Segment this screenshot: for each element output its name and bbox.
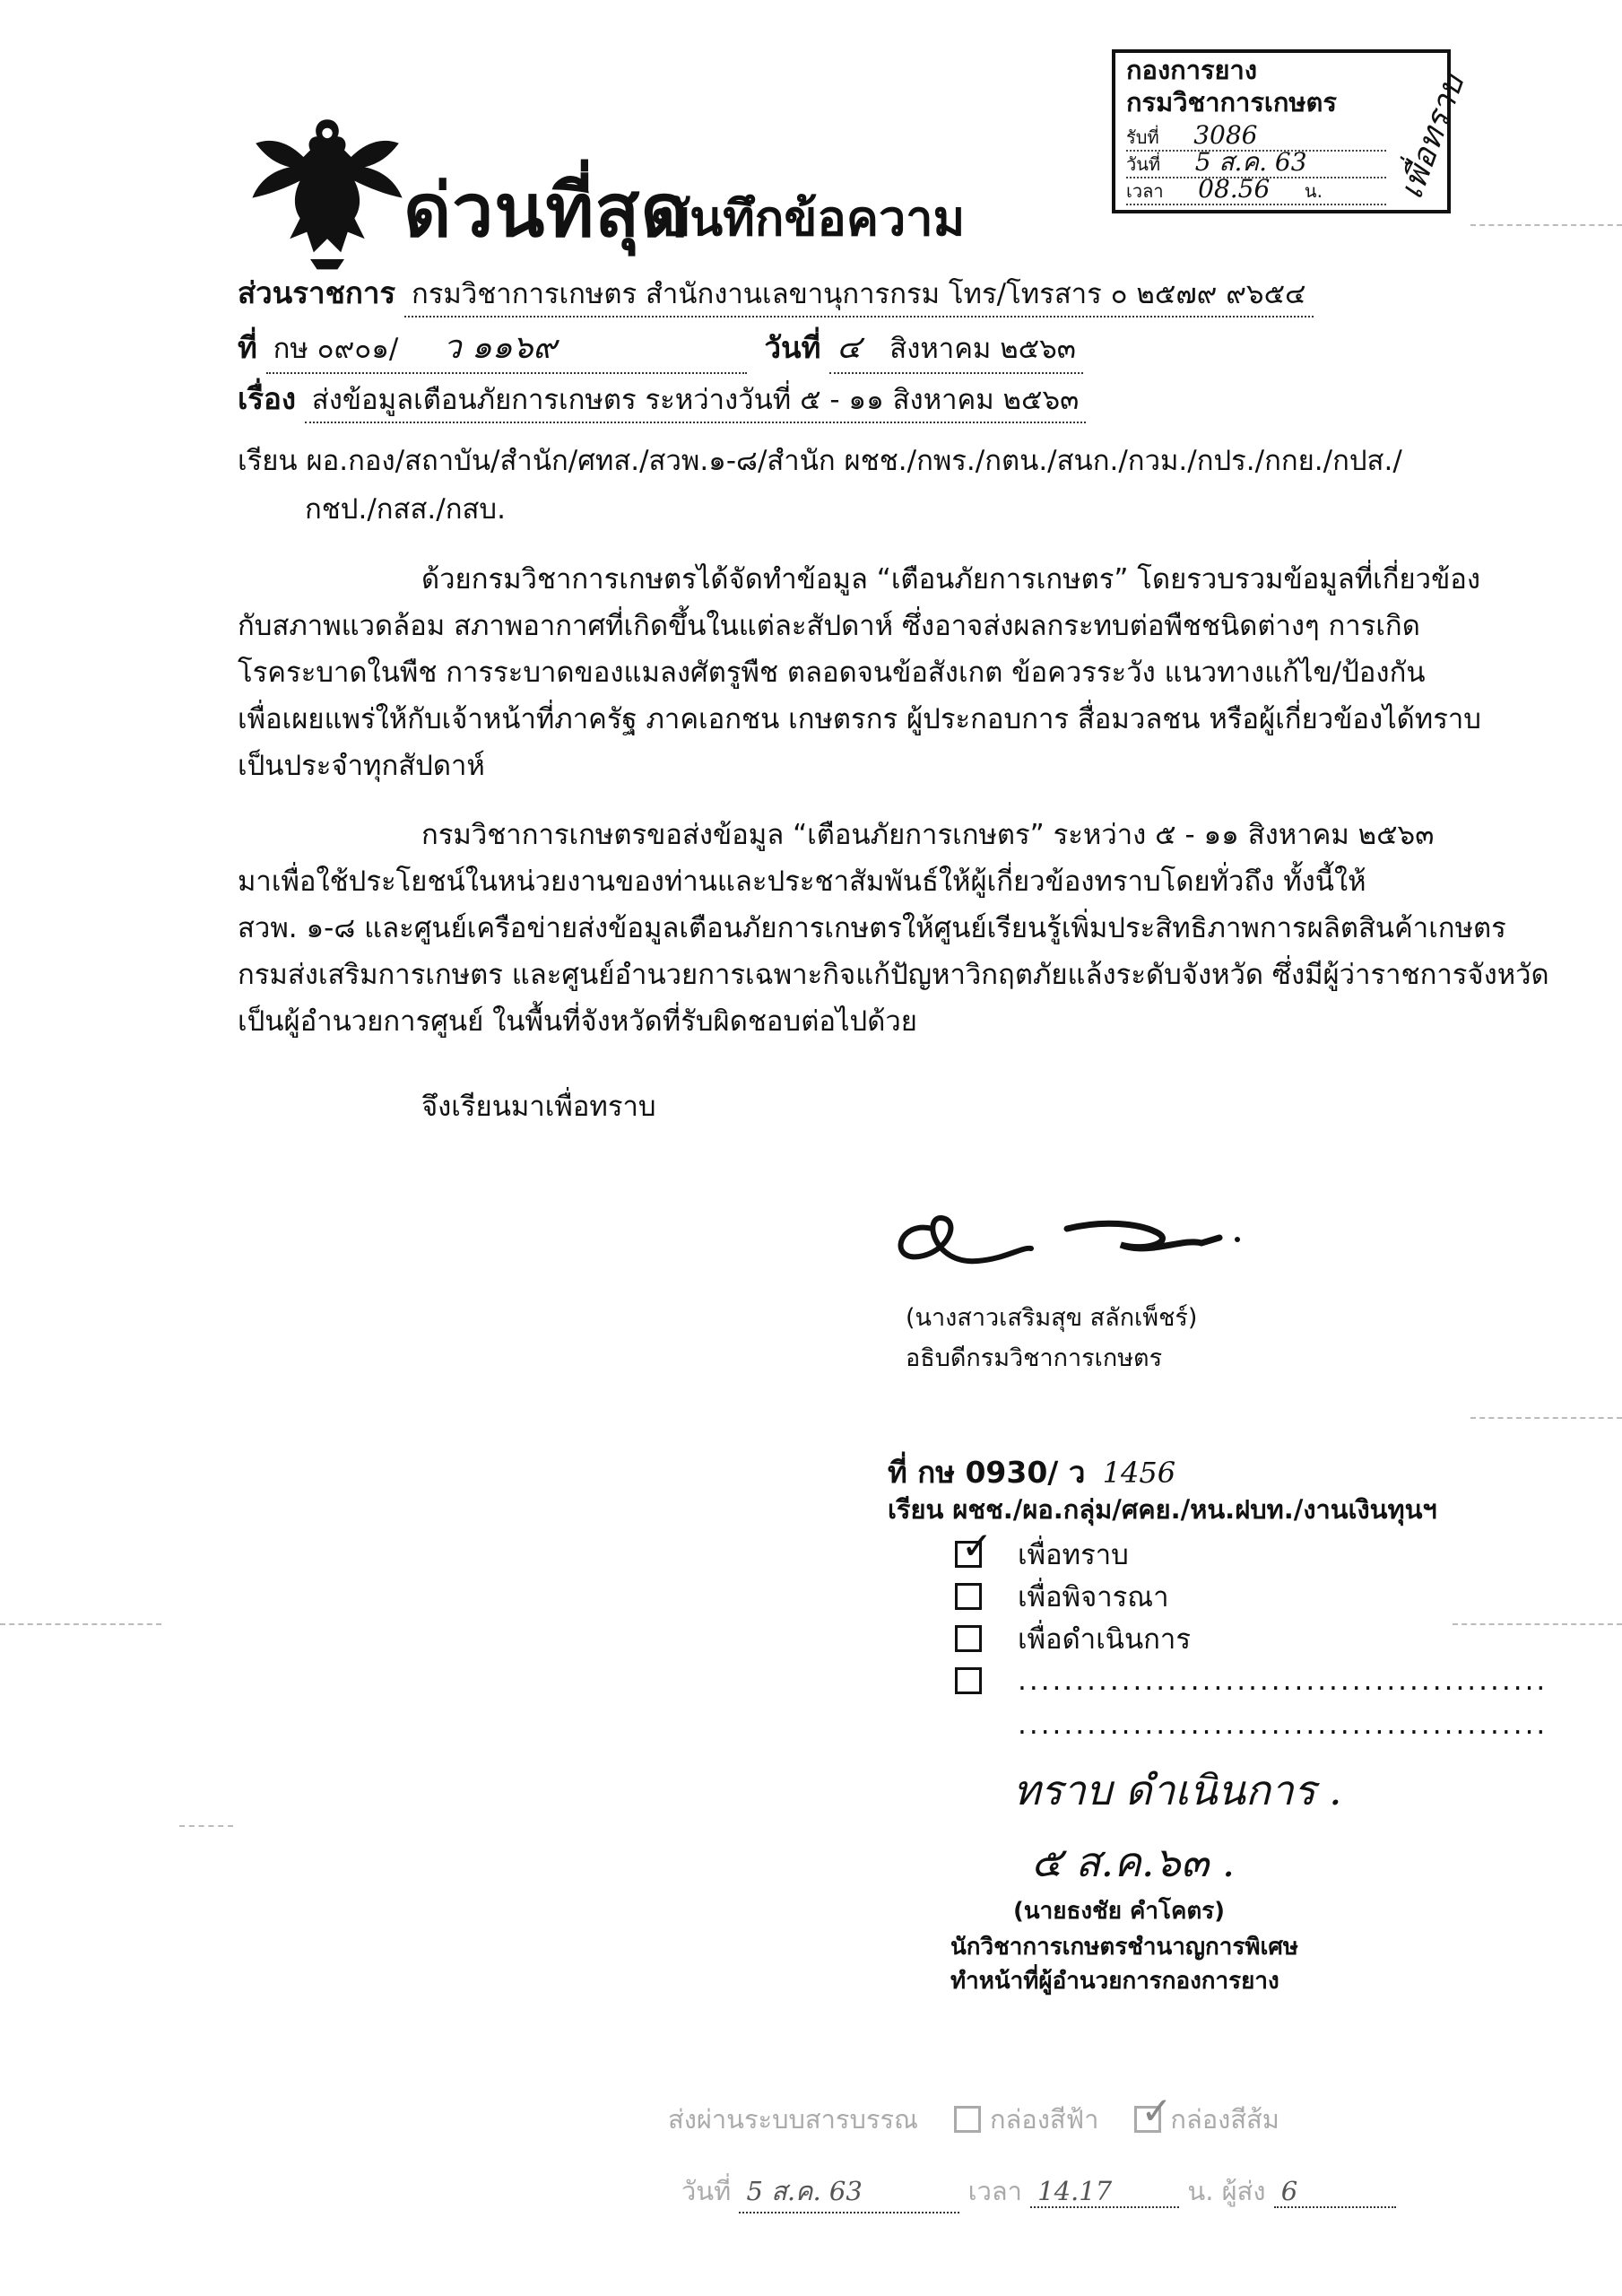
subject-label: เรื่อง xyxy=(238,381,296,416)
routing-option-label: .............................................. xyxy=(1018,1665,1548,1697)
routing-ref-handwritten: 1456 xyxy=(1102,1456,1176,1490)
routing-extra-dots: .............................................. xyxy=(1018,1709,1548,1741)
to-line1: ผอ.กอง/สถาบัน/สำนัก/ศทส./สวพ.๑-๘/สำนัก ผชช./กพร./กตน./สนก./กวม./กปร./กกย./กปส./ xyxy=(306,445,1402,477)
routing-option-label: เพื่อทราบ xyxy=(1018,1539,1129,1571)
signer1-position: อธิบดีกรมวิชาการเกษตร xyxy=(906,1344,1163,1372)
dispatch-option-orange: กล่องสีส้ม xyxy=(1170,2104,1279,2135)
dispatch-label: ส่งผ่านระบบสารบรรณ xyxy=(668,2104,918,2135)
date-month-year: สิงหาคม ๒๕๖๓ xyxy=(889,333,1076,365)
routing-option-label: เพื่อพิจารณา xyxy=(1018,1581,1169,1613)
signer2-position1: นักวิชาการเกษตรชำนาญการพิเศษ xyxy=(950,1934,1299,1961)
body-paragraph-1 xyxy=(238,556,1481,789)
to-line2: กชป./กสส./กสบ. xyxy=(305,493,506,526)
agency-label: ส่วนราชการ xyxy=(238,275,396,310)
dispatch-date-label: วันที่ xyxy=(681,2176,732,2206)
routing-handwritten-date: ๕ ส.ค.๖๓ . xyxy=(1031,1838,1236,1886)
paragraph-line: ด้วยกรมวิชาการเกษตรได้จัดทำข้อมูล “เตือนภัยการเกษตร” โดยรวบรวมข้อมูลที่เกี่ยวข้อง xyxy=(421,563,1481,596)
stamp-org-line1: กองการยาง xyxy=(1126,55,1257,85)
date-value xyxy=(829,321,1083,374)
signer2-position2: ทำหน้าที่ผู้อำนวยการกองการยาง xyxy=(950,1968,1279,1995)
paragraph-line: เป็นผู้อำนวยการศูนย์ ในพื้นที่จังหวัดที่รับผิดชอบต่อไปด้วย xyxy=(238,1005,917,1038)
checkbox-icon[interactable] xyxy=(954,2106,981,2133)
stamp-time-row xyxy=(1126,174,1386,205)
checkbox-icon[interactable] xyxy=(955,1667,982,1694)
ref-row xyxy=(238,321,1083,374)
routing-option-proceed[interactable] xyxy=(955,1621,1191,1657)
paragraph-line: เพื่อเผยแพร่ให้กับเจ้าหน้าที่ภาครัฐ ภาคเอกชน เกษตรกร ผู้ประกอบการ สื่อมวลชน หรือผู้เกี่ยวข้องได้ทราบ xyxy=(238,703,1481,735)
checkbox-icon[interactable] xyxy=(1134,2106,1161,2133)
dispatch-sender-label: น. ผู้ส่ง xyxy=(1187,2176,1266,2206)
scan-artifact xyxy=(1470,224,1622,226)
stamp-number-label: รับที่ xyxy=(1126,126,1159,148)
paragraph-line: โรคระบาดในพืช การระบาดของแมลงศัตรูพืช ตลอดจนข้อสังเกต ข้อควรระวัง แนวทางแก้ไข/ป้องกัน xyxy=(238,657,1426,689)
stamp-time-label: เวลา xyxy=(1126,180,1164,202)
stamp-date-label: วันที่ xyxy=(1126,153,1161,175)
garuda-emblem-icon xyxy=(242,106,412,276)
to-row xyxy=(238,438,1402,483)
signer2-name: (นายธงชัย คำโคตร) xyxy=(1013,1898,1226,1925)
checkbox-icon[interactable] xyxy=(955,1625,982,1652)
checkbox-icon[interactable] xyxy=(955,1583,982,1610)
paragraph-line: กรมวิชาการเกษตรขอส่งข้อมูล “เตือนภัยการเกษตร” ระหว่าง ๕ - ๑๑ สิงหาคม ๒๕๖๓ xyxy=(421,819,1435,851)
dispatch-date: 5 ส.ค. 63 xyxy=(739,2170,959,2213)
date-handwritten: ๔ xyxy=(837,329,862,366)
ref-value xyxy=(266,321,747,374)
agency-row xyxy=(238,269,1314,317)
stamp-time-unit: น. xyxy=(1304,180,1323,202)
paragraph-line: กรมส่งเสริมการเกษตร และศูนย์อำนวยการเฉพาะกิจแก้ปัญหาวิกฤตภัยแล้งระดับจังหวัด ซึ่งมีผู้ว่าราชการจังหวัด xyxy=(238,959,1549,991)
routing-to: เรียน ผชช./ผอ.กลุ่ม/ศคย./หน.ฝบท./งานเงินทุนฯ xyxy=(888,1494,1437,1525)
routing-option-consider[interactable] xyxy=(955,1578,1168,1614)
scan-artifact xyxy=(179,1825,233,1827)
paragraph-line: กับสภาพแวดล้อม สภาพอากาศที่เกิดขึ้นในแต่ละสัปดาห์ ซึ่งอาจส่งผลกระทบต่อพืชชนิดต่างๆ การเกิด xyxy=(238,610,1420,642)
routing-ref-label: ที่ กษ 0930/ ว xyxy=(888,1455,1086,1490)
checkbox-icon[interactable] xyxy=(955,1541,982,1568)
dispatch-time-label: เวลา xyxy=(967,2176,1022,2206)
body-paragraph-2 xyxy=(238,812,1549,1045)
director-general-signature xyxy=(879,1202,1255,1283)
routing-option-other[interactable] xyxy=(955,1663,1548,1699)
ref-prefix: กษ ๐๙๐๑/ xyxy=(273,333,399,365)
stamp-side-mark: เพื่อทราบ xyxy=(1392,69,1472,204)
subject-row xyxy=(238,375,1086,423)
agency-value: กรมวิชาการเกษตร สำนักงานเลขานุการกรม โทร/โทรสาร ๐ ๒๕๗๙ ๙๖๕๔ xyxy=(404,271,1314,317)
scan-artifact xyxy=(1470,1417,1622,1419)
scan-artifact xyxy=(0,1623,161,1625)
ref-label: ที่ xyxy=(238,330,257,365)
urgency-heading: ด่วนที่สุด xyxy=(403,169,690,254)
dispatch-option-blue: กล่องสีฟ้า xyxy=(989,2104,1099,2135)
dispatch-time: 14.17 xyxy=(1030,2176,1179,2208)
paragraph-line: สวพ. ๑-๘ และศูนย์เครือข่ายส่งข้อมูลเตือนภัยการเกษตรให้ศูนย์เรียนรู้เพิ่มประสิทธิภาพการผลิตสินค้าเกษตร xyxy=(238,912,1506,944)
dispatch-sender: 6 xyxy=(1274,2176,1396,2208)
memo-title: บันทึกข้อความ xyxy=(659,190,966,247)
closing-line: จึงเรียนมาเพื่อทราบ xyxy=(421,1091,656,1123)
stamp-org-line2: กรมวิชาการเกษตร xyxy=(1126,87,1337,117)
paragraph-line: มาเพื่อใช้ประโยชน์ในหน่วยงานของท่านและประชาสัมพันธ์ให้ผู้เกี่ยวข้องทราบโดยทั่วถึง ทั้งนี้ให้ xyxy=(238,865,1366,898)
dispatch-row xyxy=(668,2099,1279,2140)
paragraph-line: เป็นประจำทุกสัปดาห์ xyxy=(238,750,485,782)
routing-handwritten-note: ทราบ ดำเนินการ . xyxy=(1013,1766,1342,1814)
stamp-time: 08.56 xyxy=(1198,174,1271,204)
scan-artifact xyxy=(1453,1623,1622,1625)
date-label: วันที่ xyxy=(764,330,821,365)
stamp-number: 3086 xyxy=(1193,120,1258,150)
routing-option-label: เพื่อดำเนินการ xyxy=(1018,1623,1191,1656)
subject-value: ส่งข้อมูลเตือนภัยการเกษตร ระหว่างวันที่ ๕ - ๑๑ สิงหาคม ๒๕๖๓ xyxy=(305,377,1087,423)
stamp-date: 5 ส.ค. 63 xyxy=(1194,147,1307,177)
dispatch-detail-row xyxy=(681,2170,1396,2213)
signer1-name: (นางสาวเสริมสุข สลักเพ็ชร์) xyxy=(906,1304,1198,1332)
ref-handwritten: ว ๑๑๖๙ xyxy=(443,329,557,366)
to-label: เรียน xyxy=(238,445,298,477)
routing-option-acknowledge[interactable] xyxy=(955,1536,1129,1572)
